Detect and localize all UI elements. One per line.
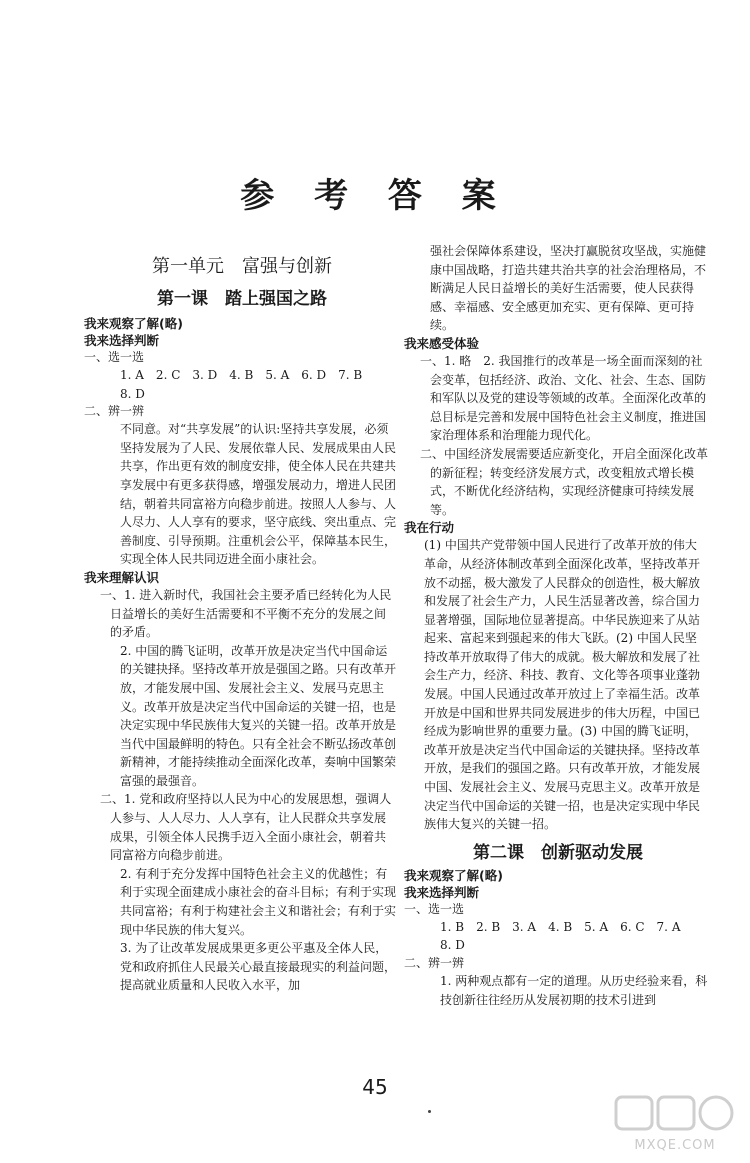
lesson-2-title: 第二课 创新驱动发展: [473, 842, 643, 863]
judge-answer: 不同意。对“共享发展”的认识:坚持共享发展，必须坚持发展为了人民、发展依靠人民、发展成果由人民共享，作出更有效的制度安排，使全体人民在共建共享发展中有更多获得感，增强发展动力，增进人民团结，朝着共同富裕方向稳步前进。按照人人参与、人人尽力、人人享有的要求，坚守底线、突出重点、完善制度、引导预期。注重机会公平，保障基本民生，实现全体人民共同迈进全面小康社会。: [120, 422, 397, 567]
page-title: 参 考 答 案: [240, 176, 510, 216]
speck: [428, 1110, 431, 1113]
page-number: 45: [362, 1075, 388, 1099]
choice-answers-2-cont: 8. D: [440, 938, 465, 953]
understand-answer-5-cont: 强社会保障体系建设，坚决打赢脱贫攻坚战，实施健康中国战略，打造共建共治共享的社会治理格局，不断满足人民日益增长的美好生活需要，使人民获得感、幸福感、安全感更加充实、更有保障、更可持续。: [430, 244, 707, 333]
judge-answer-2: 1. 两种观点都有一定的道理。从历史经验来看，科技创新往往经历从发展初期的技术引进到: [440, 974, 708, 1007]
right-column: [404, 160, 709, 1009]
choice-answers: 1. A 2. C 3. D 4. B 5. A 6. D 7. B: [120, 368, 363, 382]
understand-answer-2: 2. 中国的腾飞证明，改革开放是决定当代中国命运的关键抉择。坚持改革开放是强国之路。只有改革开放，才能发展中国、发展社会主义、发展马克思主义。改革开放是决定当代中国命运的关键一招，也是决定实现中华民族伟大复兴的关键一招。改革开放是当代中国最鲜明的特色。只有全社会不断弘扬改革创新精神，才能持续推动全面深化改革，奏响中国繁荣富强的最强音。: [120, 643, 397, 788]
choice-answers-cont: 8. D: [120, 386, 145, 401]
section-heading-observe: 我来观察了解(略): [84, 316, 183, 331]
watermark-text: MXQE.COM: [634, 1138, 716, 1153]
section-heading-choose: 我来选择判断: [84, 333, 160, 348]
section-heading-feel: 我来感受体验: [404, 335, 480, 351]
understand-answer-1: 一、1. 进入新时代，我国社会主要矛盾已经转化为人民日益增长的美好生活需要和不平衡不充分的发展之间的矛盾。: [100, 587, 392, 640]
understand-answer-3: 二、1. 党和政府坚持以人民为中心的发展思想，强调人人参与、人人尽力、人人享有，让人民群众共享发展成果，引领全体人民携手迈入全面小康社会，朝着共同富裕方向稳步前进。: [100, 792, 392, 863]
lesson-title: 第一课 踏上强国之路: [157, 289, 327, 309]
feel-answer-1: 一、1. 略 2. 我国推行的改革是一场全面而深刻的社会变革，包括经济、政治、文化、社会、生态、国防和军队以及党的建设等领域的改革。全面深化改革的总目标是完善和发展中国特色社会主义制度，推进国家治理体系和治理能力现代化。: [420, 353, 707, 443]
left-column: [84, 252, 397, 995]
understand-answer-5: 3. 为了让改革发展成果更多更公平惠及全体人民，党和政府抓住人民最关心最直接最现实的利益问题，提高就业质量和人民收入水平，加: [120, 941, 397, 993]
subsection-judge-2: 二、辨一辨: [404, 956, 465, 970]
unit-title: 第一单元 富强与创新: [152, 256, 332, 277]
choice-answers-2: 1. B 2. B 3. A 4. B 5. A 6. C 7. A: [440, 919, 681, 934]
subsection-choose: 一、选一选: [84, 350, 145, 364]
section-heading-act: 我在行动: [404, 520, 455, 536]
section-heading-observe-2: 我来观察了解(略): [404, 867, 503, 883]
section-heading-choose-2: 我来选择判断: [404, 884, 480, 900]
understand-answer-4: 2. 有利于充分发挥中国特色社会主义的优越性；有利于实现全面建成小康社会的奋斗目标；有利于实现共同富裕；有利于构建社会主义和谐社会；有利于实现中华民族的伟大复兴。: [120, 866, 397, 937]
feel-answer-2: 二、中国经济发展需要适应新变化，开启全面深化改革的新征程；转变经济发展方式，改变粗放式增长模式，不断优化经济结构，实现经济健康可持续发展等。: [420, 446, 709, 517]
section-heading-understand: 我来理解认识: [84, 569, 160, 585]
subsection-judge: 二、辨一辨: [84, 404, 145, 419]
subsection-choose-2: 一、选一选: [404, 901, 465, 916]
act-answer: (1) 中国共产党带领中国人民进行了改革开放的伟大革命，从经济体制改革到全面深化改革，坚持改革开放不动摇，极大激发了人民群众的创造性，极大解放和发展了社会生产力，人民生活显著改善，综合国力显著增强，国际地位显著提高。中华民族迎来了从站起来、富起来到强起来的伟大飞跃。(2) 中国人民坚持改革开放取得了伟大的成就。极大解放和发展了社会生产力，经济、科技、教育、文化等各项事业蓬勃发展。中国人民通过改革开放过上了幸福生活。改革开放是中国和世界共同发展进步的伟大历程，中国已经成为影响世界的重要力量。(3) 中国的腾飞证明，改革开放是决定当代中国命运的关键抉择。坚持改革开放，是我们的强国之路。只有改革开放，才能发展中国、发展社会主义、发展马克思主义。改革开放是决定当代中国命运的关键一招，也是决定实现中华民族伟大复兴的关键一招。: [424, 538, 701, 832]
watermark-logo: [612, 1093, 738, 1157]
